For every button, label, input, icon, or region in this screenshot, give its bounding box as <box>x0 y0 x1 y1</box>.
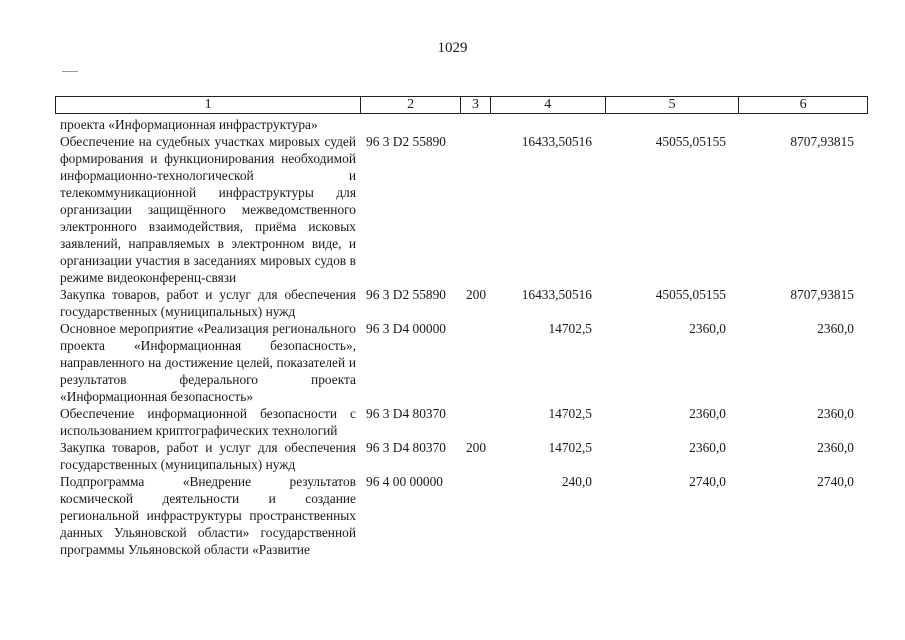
page-number: 1029 <box>437 40 468 56</box>
row-expense-type: 200 <box>465 287 487 302</box>
column-header-2: 2 <box>361 97 461 113</box>
budget-table-body <box>55 116 868 558</box>
row-value-col4: 14702,5 <box>548 406 592 421</box>
column-header-4: 4 <box>491 97 606 113</box>
row-name: Подпрограмма «Внедрение результатов космической деятельности и создание региональной инфраструктуры пространственных данных Ульяновской области» государственной программы Ульяновской области «Развитие <box>60 474 356 557</box>
table-row <box>55 473 868 558</box>
table-row <box>55 286 868 320</box>
table-column-header <box>55 96 868 114</box>
row-value-col6: 2360,0 <box>817 406 854 421</box>
row-value-col4: 16433,50516 <box>521 134 592 149</box>
row-expense-type <box>461 133 491 286</box>
row-value-col5: 2360,0 <box>689 406 726 421</box>
row-value-col4: 16433,50516 <box>521 287 592 302</box>
row-value-col4: 240,0 <box>561 474 592 489</box>
table-row <box>55 405 868 439</box>
row-name: Закупка товаров, работ и услуг для обеспечения государственных (муниципальных) нужд <box>60 287 356 319</box>
row-code: 96 3 D4 80370 <box>366 406 446 421</box>
row-name: проекта «Информационная инфраструктура» <box>60 117 318 132</box>
table-row <box>55 320 868 405</box>
column-header-3: 3 <box>461 97 491 113</box>
scan-mark <box>62 71 78 72</box>
row-expense-type <box>461 116 491 133</box>
row-code: 96 3 D4 00000 <box>366 321 446 336</box>
row-name: Обеспечение на судебных участках мировых судей формирования и функционирования необходимой информационно-технологической и телекоммуникационной инфраструктуры для организации защищённого межведомственного электронного взаимодействия, приёма исковых заявлений, направляемых в электронном виде, и организации участия в заседаниях мировых судов в режиме видеоконференц-связи <box>60 134 356 285</box>
row-value-col6: 8707,93815 <box>790 287 854 302</box>
row-code <box>361 116 461 133</box>
row-value-col6: 2740,0 <box>817 474 854 489</box>
row-name: Основное мероприятие «Реализация регионального проекта «Информационная безопасность», направленного на достижение целей, показателей и результатов федерального проекта «Информационная безопасность» <box>60 321 356 404</box>
row-value-col5 <box>606 116 740 133</box>
row-value-col6 <box>740 116 868 133</box>
table-row <box>55 133 868 286</box>
row-expense-type <box>461 405 491 439</box>
row-code: 96 3 D2 55890 <box>366 134 446 149</box>
row-name: Закупка товаров, работ и услуг для обеспечения государственных (муниципальных) нужд <box>60 440 356 472</box>
table-row <box>55 116 868 133</box>
row-value-col6: 2360,0 <box>817 321 854 336</box>
row-code: 96 4 00 00000 <box>366 474 443 489</box>
row-value-col5: 45055,05155 <box>655 134 726 149</box>
row-expense-type: 200 <box>465 440 487 455</box>
row-code: 96 3 D4 80370 <box>366 440 446 455</box>
row-value-col5: 2360,0 <box>689 321 726 336</box>
row-code: 96 3 D2 55890 <box>366 287 446 302</box>
row-value-col4: 14702,5 <box>548 440 592 455</box>
row-value-col6: 2360,0 <box>817 440 854 455</box>
row-expense-type <box>461 473 491 558</box>
row-value-col4: 14702,5 <box>548 321 592 336</box>
row-value-col5: 45055,05155 <box>655 287 726 302</box>
column-header-5: 5 <box>606 97 740 113</box>
row-value-col6: 8707,93815 <box>790 134 854 149</box>
column-header-1: 1 <box>56 97 361 113</box>
row-value-col5: 2360,0 <box>689 440 726 455</box>
column-header-6: 6 <box>799 97 807 112</box>
row-value-col4 <box>491 116 606 133</box>
row-name: Обеспечение информационной безопасности с использованием криптографических технологий <box>60 406 356 438</box>
table-row <box>55 439 868 473</box>
row-value-col5: 2740,0 <box>689 474 726 489</box>
row-expense-type <box>461 320 491 405</box>
